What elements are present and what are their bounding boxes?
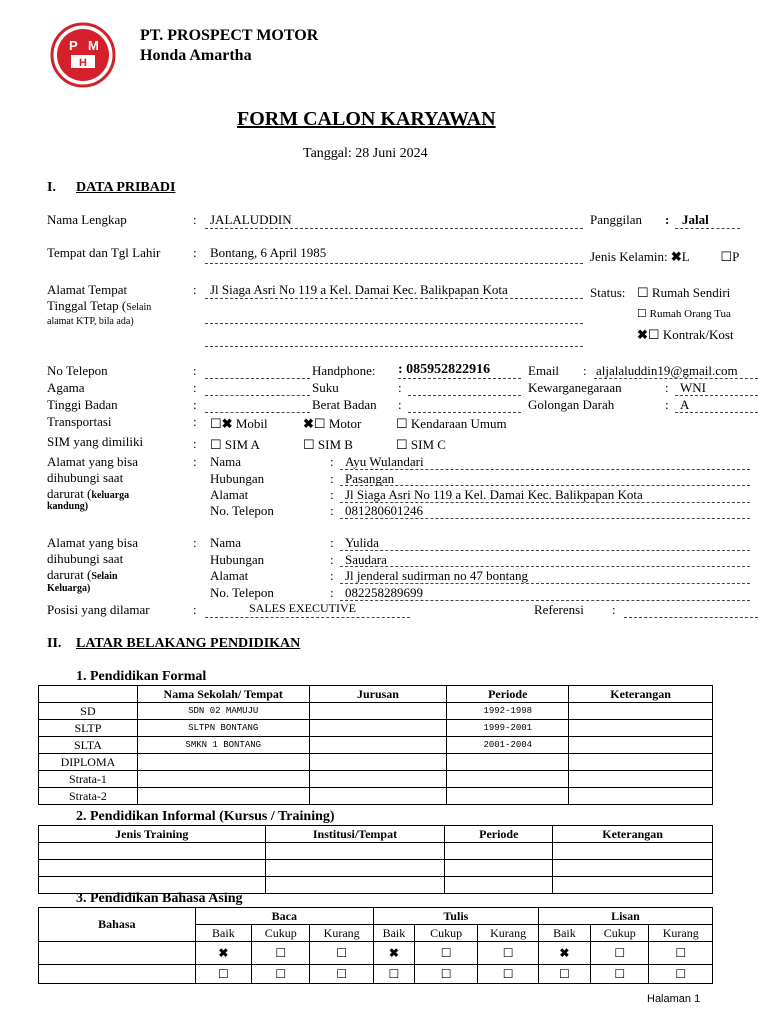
- colon: :: [330, 503, 334, 518]
- em2-label-3: darurat (Selain: [47, 567, 118, 582]
- checkbox-icon[interactable]: ☐: [252, 965, 310, 984]
- period-cell[interactable]: [447, 771, 569, 788]
- checkbox-icon[interactable]: ☐: [478, 965, 538, 984]
- em1-v-addr[interactable]: Jl Siaga Asri No 119 a Kel. Damai Kec. Balikpapan Kota: [345, 487, 643, 502]
- checked-icon[interactable]: ✖: [195, 942, 251, 965]
- checkbox-icon[interactable]: ☐: [414, 942, 478, 965]
- table-row: [39, 703, 713, 720]
- table-cell[interactable]: [553, 843, 713, 860]
- em2-v-name[interactable]: Yulida: [345, 535, 379, 550]
- tribe-line: [408, 395, 521, 396]
- level-cell: SLTP: [39, 720, 138, 737]
- motor-checked-icon: ✖: [303, 416, 314, 431]
- company-name: PT. PROSPECT MOTOR: [140, 27, 319, 44]
- gender-l-checked-icon[interactable]: ✖: [670, 249, 682, 264]
- table-header-cell: Institusi/Tempat: [265, 826, 445, 843]
- colon: :: [583, 363, 587, 378]
- citizen-label: Kewarganegaraan: [528, 380, 622, 395]
- religion-label: Agama: [47, 380, 85, 395]
- checkbox-icon[interactable]: ☐: [649, 942, 713, 965]
- table-row: [39, 860, 713, 877]
- table-header-cell: Tulis: [373, 908, 538, 925]
- em1-v-name[interactable]: Ayu Wulandari: [345, 454, 424, 469]
- tribe-label: Suku: [312, 380, 339, 395]
- formal-title: 1. Pendidikan Formal: [76, 669, 207, 684]
- colon: :: [193, 602, 197, 617]
- position-label: Posisi yang dilamar: [47, 602, 150, 617]
- hp-label: Handphone:: [312, 363, 376, 378]
- informal-table: [38, 825, 713, 894]
- table-header-cell: Kurang: [478, 925, 538, 942]
- weight-label: Berat Badan: [312, 397, 377, 412]
- table-header-cell: [39, 686, 138, 703]
- birth-label: Tempat dan Tgl Lahir: [47, 245, 161, 260]
- phone-label: No Telepon: [47, 363, 108, 378]
- school-cell[interactable]: SDN 02 MAMUJU: [137, 703, 309, 720]
- transport-opt2[interactable]: ✖☐ Motor: [303, 416, 362, 431]
- em1-f-phone: No. Telepon: [210, 503, 274, 518]
- nick-label: Panggilan: [590, 212, 642, 227]
- major-cell[interactable]: [309, 788, 447, 805]
- company-logo: [50, 22, 116, 88]
- em1-line-3: [340, 502, 750, 503]
- colon: :: [193, 380, 197, 395]
- colon: :: [193, 282, 197, 297]
- addr-label-3: alamat KTP, bila ada): [47, 316, 134, 327]
- language-name-cell[interactable]: [39, 942, 196, 965]
- table-header-row: [39, 908, 713, 925]
- gender-l-label: L: [681, 249, 690, 264]
- colon: :: [330, 535, 334, 550]
- colon: :: [330, 454, 334, 469]
- sim-opt3[interactable]: ☐ SIM C: [396, 437, 446, 452]
- note-cell[interactable]: [569, 720, 713, 737]
- checkbox-icon[interactable]: ☐: [478, 942, 538, 965]
- table-header-cell: Lisan: [538, 908, 712, 925]
- level-cell: SLTA: [39, 737, 138, 754]
- table-row: [39, 737, 713, 754]
- table-header-cell: Nama Sekolah/ Tempat: [137, 686, 309, 703]
- checked-icon[interactable]: ✖: [538, 942, 590, 965]
- note-cell[interactable]: [569, 703, 713, 720]
- date-label: Tanggal: [303, 146, 348, 161]
- table-header-cell: Kurang: [310, 925, 374, 942]
- em2-line-4: [340, 600, 750, 601]
- language-title: 3. Pendidikan Bahasa Asing: [76, 891, 243, 906]
- colon: :: [330, 568, 334, 583]
- mobil-checked-icon: ✖: [221, 416, 233, 431]
- table-header-row: [39, 686, 713, 703]
- formal-table: [38, 685, 713, 805]
- colon: :: [193, 212, 197, 227]
- em2-f-phone: No. Telepon: [210, 585, 274, 600]
- table-header-cell: Baik: [195, 925, 251, 942]
- table-cell[interactable]: [445, 843, 553, 860]
- birth-line: [205, 263, 583, 264]
- table-header-cell: Kurang: [649, 925, 713, 942]
- nick-value[interactable]: Jalal: [682, 212, 709, 227]
- branch-name: Honda Amartha: [140, 47, 252, 64]
- checkbox-icon[interactable]: ☐: [310, 965, 374, 984]
- period-cell[interactable]: 1999-2001: [447, 720, 569, 737]
- em2-v-rel[interactable]: Saudara: [345, 552, 387, 567]
- colon: :: [665, 212, 670, 227]
- colon: :: [193, 414, 197, 429]
- level-cell: Strata-1: [39, 771, 138, 788]
- table-row: [39, 965, 713, 984]
- colon: :: [193, 535, 197, 550]
- email-label: Email: [528, 363, 560, 378]
- colon: :: [193, 397, 197, 412]
- position-line: [205, 617, 410, 618]
- birth-value[interactable]: Bontang, 6 April 1985: [210, 245, 327, 260]
- table-header-row: [39, 826, 713, 843]
- period-cell[interactable]: 1992-1998: [447, 703, 569, 720]
- colon: :: [398, 397, 402, 412]
- colon: :: [193, 436, 197, 451]
- em1-label-2: dihubungi saat: [47, 470, 124, 485]
- position-value[interactable]: SALES EXECUTIVE: [249, 601, 356, 615]
- em2-f-addr: Alamat: [210, 568, 249, 583]
- em2-f-name: Nama: [210, 535, 242, 550]
- table-cell[interactable]: [39, 860, 266, 877]
- major-cell[interactable]: [309, 754, 447, 771]
- major-cell[interactable]: [309, 737, 447, 754]
- em1-label-1: Alamat yang bisa: [47, 454, 138, 469]
- table-cell[interactable]: [265, 843, 445, 860]
- hp-line: [398, 378, 521, 379]
- checkbox-icon[interactable]: ☐: [252, 942, 310, 965]
- table-header-cell: Periode: [445, 826, 553, 843]
- table-header-cell: Jenis Training: [39, 826, 266, 843]
- addr-label-1: Alamat Tempat: [47, 282, 128, 297]
- major-cell[interactable]: [309, 703, 447, 720]
- em1-line-2: [340, 485, 750, 486]
- em1-f-addr: Alamat: [210, 487, 249, 502]
- table-row: [39, 720, 713, 737]
- note-cell[interactable]: [569, 771, 713, 788]
- addr-value[interactable]: Jl Siaga Asri No 119 a Kel. Damai Kec. Balikpapan Kota: [210, 282, 508, 297]
- status-opt2[interactable]: ☐ Rumah Orang Tua: [637, 308, 731, 320]
- checkbox-icon[interactable]: ☐: [591, 965, 649, 984]
- language-table: [38, 907, 713, 984]
- school-cell[interactable]: SMKN 1 BONTANG: [137, 737, 309, 754]
- table-header-cell: Keterangan: [569, 686, 713, 703]
- colon: :: [612, 602, 616, 617]
- table-header-cell: Cukup: [252, 925, 310, 942]
- major-cell[interactable]: [309, 720, 447, 737]
- table-row: [39, 771, 713, 788]
- email-value[interactable]: aljalaluddin19@gmail.com: [596, 363, 738, 378]
- colon: :: [193, 245, 197, 260]
- section1-num: I.: [47, 180, 56, 195]
- hp-value[interactable]: : 085952822916: [398, 362, 491, 377]
- checked-icon[interactable]: ✖: [373, 942, 414, 965]
- sim-opt2[interactable]: ☐ SIM B: [303, 437, 353, 452]
- addr-label-2: Tinggal Tetap (Selain: [47, 298, 152, 313]
- table-header-cell: Periode: [447, 686, 569, 703]
- em2-line-2: [340, 566, 750, 567]
- table-row: [39, 843, 713, 860]
- note-cell[interactable]: [569, 737, 713, 754]
- addr-line-3: [205, 346, 583, 347]
- date-value: 28 Juni 2024: [355, 146, 428, 161]
- school-cell[interactable]: [137, 788, 309, 805]
- section2-num: II.: [47, 636, 62, 651]
- em1-line-4: [340, 518, 750, 519]
- name-value[interactable]: JALALUDDIN: [210, 212, 292, 227]
- sim-label: SIM yang dimiliki: [47, 434, 144, 449]
- table-row: [39, 788, 713, 805]
- transport-opt1[interactable]: ☐✖ Mobil: [210, 416, 268, 431]
- weight-line: [408, 412, 521, 413]
- colon: :: [665, 380, 669, 395]
- level-cell: Strata-2: [39, 788, 138, 805]
- date-line: Tanggal: 28 Juni 2024: [303, 146, 428, 161]
- ref-label: Referensi: [534, 602, 584, 617]
- table-header-cell: Cukup: [591, 925, 649, 942]
- table-header-cell: Jurusan: [309, 686, 447, 703]
- page-footer: Halaman 1: [647, 993, 701, 1005]
- checkbox-icon[interactable]: ☐: [414, 965, 478, 984]
- period-cell[interactable]: [447, 788, 569, 805]
- religion-line: [205, 395, 310, 396]
- colon: :: [330, 471, 334, 486]
- status-label: Status:: [590, 285, 626, 300]
- addr-line-2: [205, 323, 583, 324]
- table-cell[interactable]: [553, 860, 713, 877]
- table-cell[interactable]: [39, 843, 266, 860]
- table-cell[interactable]: [445, 877, 553, 894]
- language-name-cell[interactable]: [39, 965, 196, 984]
- colon: :: [193, 363, 197, 378]
- em1-f-rel: Hubungan: [210, 471, 265, 486]
- addr-line-1: [205, 298, 583, 299]
- colon: :: [330, 552, 334, 567]
- em1-v-phone[interactable]: 081280601246: [345, 503, 423, 518]
- svg-text:H: H: [79, 57, 87, 69]
- em2-label-2: dihubungi saat: [47, 551, 124, 566]
- em1-f-name: Nama: [210, 454, 242, 469]
- em1-label-4: kandung): [47, 501, 89, 512]
- gender-p-label: P: [732, 249, 740, 264]
- gender-label: Jenis Kelamin: [590, 249, 665, 264]
- em2-v-phone[interactable]: 082258289699: [345, 585, 423, 600]
- em1-v-rel[interactable]: Pasangan: [345, 471, 395, 486]
- svg-text:M: M: [88, 38, 99, 53]
- status-opt3[interactable]: ✖☐ Kontrak/Kost: [637, 327, 734, 342]
- school-cell[interactable]: [137, 771, 309, 788]
- phone-line: [205, 378, 310, 379]
- em2-f-rel: Hubungan: [210, 552, 265, 567]
- section2-title: LATAR BELAKANG PENDIDIKAN: [76, 636, 301, 651]
- em2-line-3: [340, 583, 750, 584]
- status-checked-icon: ✖: [637, 327, 648, 342]
- blood-label: Golongan Darah: [528, 397, 615, 412]
- blood-value[interactable]: A: [680, 397, 690, 412]
- informal-title: 2. Pendidikan Informal (Kursus / Training): [76, 809, 335, 824]
- transport-label: Transportasi: [47, 414, 112, 429]
- citizen-line: [675, 395, 758, 396]
- ref-line: [624, 617, 758, 618]
- table-header-cell: Baca: [195, 908, 373, 925]
- table-cell[interactable]: [265, 877, 445, 894]
- colon: :: [330, 487, 334, 502]
- em2-v-addr[interactable]: Jl jenderal sudirman no 47 bontang: [345, 568, 529, 583]
- status-opt1[interactable]: ☐ Rumah Sendiri: [637, 285, 731, 300]
- colon: :: [665, 397, 669, 412]
- level-cell: SD: [39, 703, 138, 720]
- checkbox-icon[interactable]: ☐: [195, 965, 251, 984]
- citizen-value[interactable]: WNI: [680, 380, 706, 395]
- major-cell[interactable]: [309, 771, 447, 788]
- colon: :: [398, 380, 402, 395]
- nick-line: [675, 228, 740, 229]
- table-header-cell: Baik: [538, 925, 590, 942]
- section1-title: DATA PRIBADI: [76, 180, 176, 195]
- name-label: Nama Lengkap: [47, 212, 127, 227]
- name-line: [205, 228, 583, 229]
- table-header-cell: Cukup: [414, 925, 478, 942]
- checkbox-icon[interactable]: ☐: [649, 965, 713, 984]
- em2-label-4: Keluarga): [47, 583, 91, 594]
- table-header-cell: Baik: [373, 925, 414, 942]
- transport-opt3[interactable]: ☐ Kendaraan Umum: [396, 416, 507, 431]
- table-cell[interactable]: [445, 860, 553, 877]
- table-cell[interactable]: [553, 877, 713, 894]
- gender-p-checkbox-icon[interactable]: ☐: [720, 249, 733, 264]
- table-cell[interactable]: [265, 860, 445, 877]
- checkbox-icon[interactable]: ☐: [591, 942, 649, 965]
- form-title: FORM CALON KARYAWAN: [237, 108, 496, 130]
- gender-field: Jenis Kelamin: ✖L ☐P: [590, 249, 740, 264]
- note-cell[interactable]: [569, 788, 713, 805]
- school-cell[interactable]: SLTPN BONTANG: [137, 720, 309, 737]
- height-label: Tinggi Badan: [47, 397, 118, 412]
- checkbox-icon[interactable]: ☐: [373, 965, 414, 984]
- table-row: [39, 942, 713, 965]
- svg-text:P: P: [69, 38, 78, 53]
- email-line: [594, 378, 758, 379]
- period-cell[interactable]: [447, 754, 569, 771]
- checkbox-icon[interactable]: ☐: [310, 942, 374, 965]
- em2-line-1: [340, 550, 750, 551]
- period-cell[interactable]: 2001-2004: [447, 737, 569, 754]
- table-row: [39, 754, 713, 771]
- blood-line: [675, 412, 758, 413]
- height-line: [205, 412, 310, 413]
- em2-label-1: Alamat yang bisa: [47, 535, 138, 550]
- sim-opt1[interactable]: ☐ SIM A: [210, 437, 260, 452]
- table-header-cell: Bahasa: [39, 908, 196, 942]
- note-cell[interactable]: [569, 754, 713, 771]
- colon: :: [193, 454, 197, 469]
- table-header-cell: Keterangan: [553, 826, 713, 843]
- school-cell[interactable]: [137, 754, 309, 771]
- em1-label-3: darurat (keluarga: [47, 486, 130, 501]
- em1-line-1: [340, 469, 750, 470]
- checkbox-icon[interactable]: ☐: [538, 965, 590, 984]
- colon: :: [330, 585, 334, 600]
- level-cell: DIPLOMA: [39, 754, 138, 771]
